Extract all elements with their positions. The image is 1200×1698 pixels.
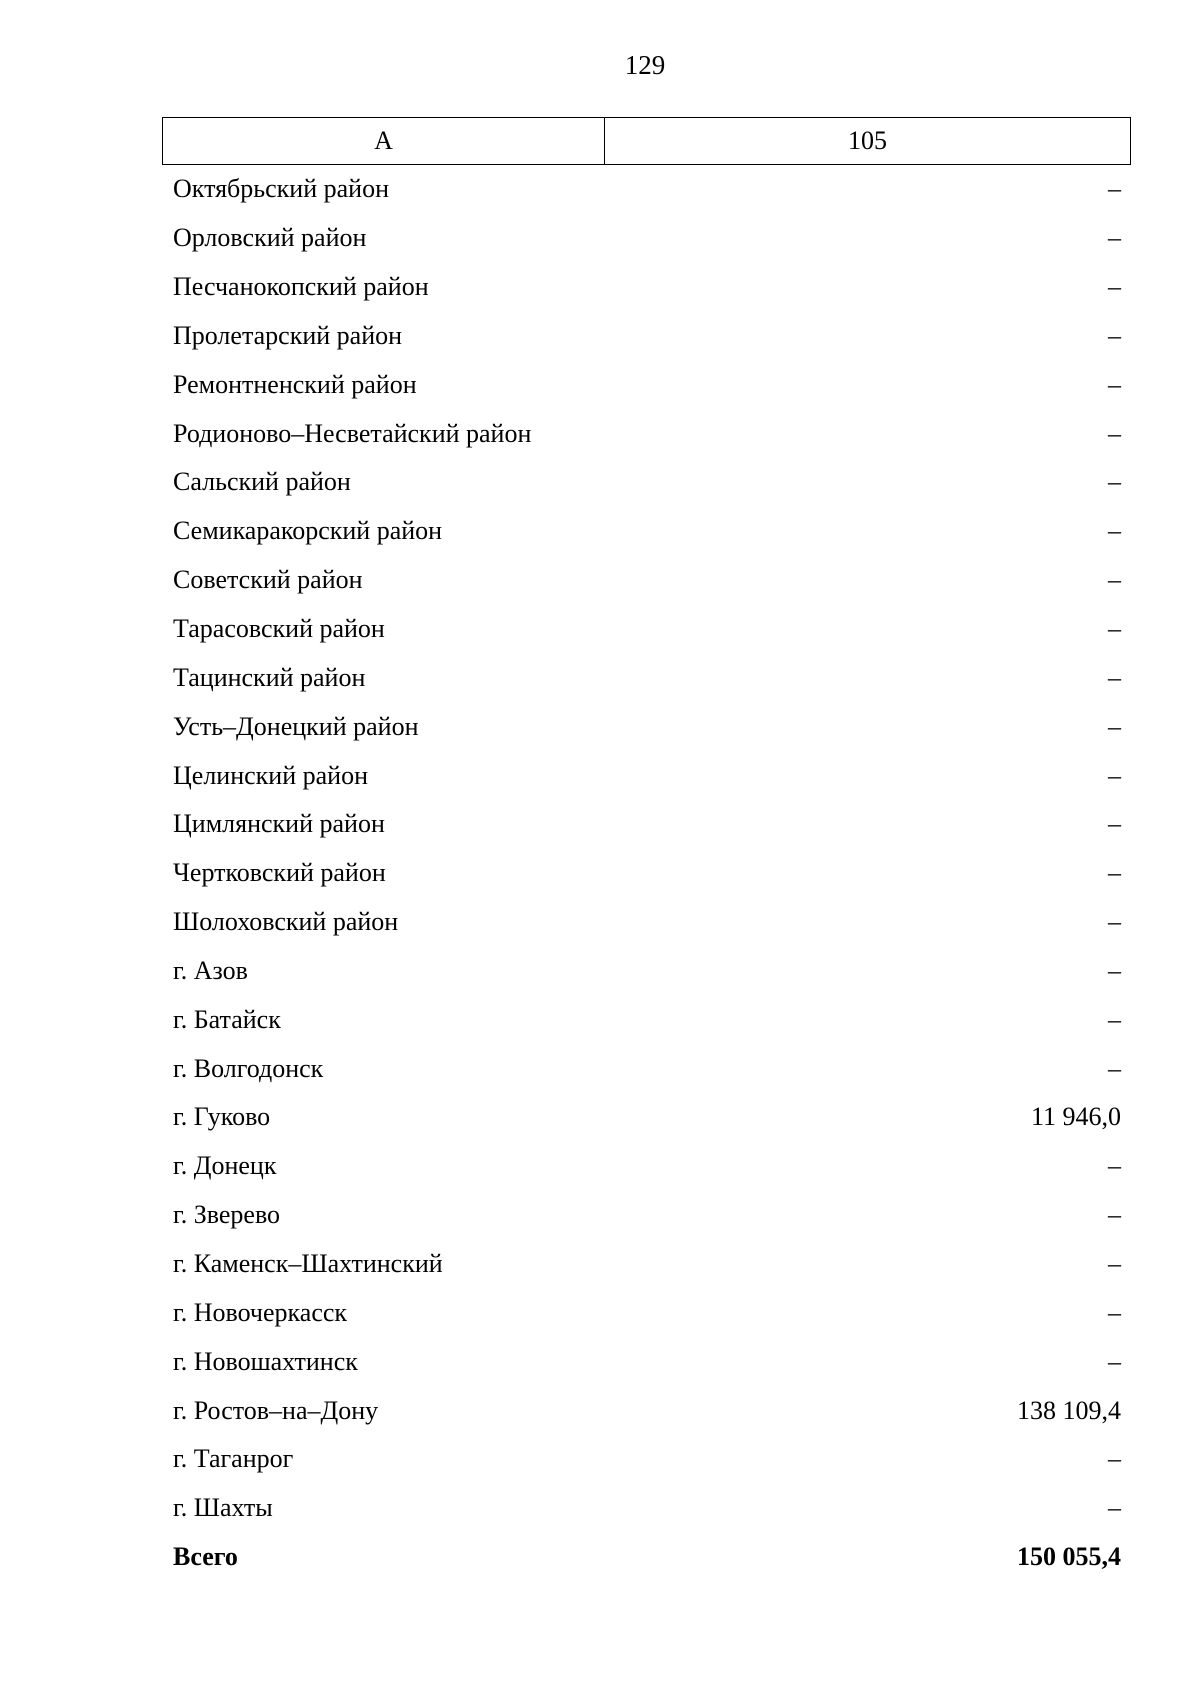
- row-value: –: [1108, 565, 1121, 595]
- table-row: [162, 800, 1131, 849]
- row-value: –: [1108, 1493, 1121, 1523]
- row-name: Орловский район: [173, 223, 367, 253]
- row-name: Тацинский район: [173, 662, 366, 692]
- row-name: Тарасовский район: [173, 614, 385, 644]
- table-row: [162, 556, 1131, 605]
- table-row: [162, 1044, 1131, 1093]
- table-row: [162, 605, 1131, 654]
- table-row: [162, 1337, 1131, 1386]
- row-name: г. Зверево: [173, 1200, 281, 1230]
- row-name: г. Новошахтинск: [173, 1346, 358, 1376]
- row-name: г. Таганрог: [173, 1444, 294, 1474]
- total-label: Всего: [173, 1542, 238, 1572]
- row-value: –: [1108, 809, 1121, 839]
- row-name: Цимлянский район: [173, 809, 385, 839]
- table-row: [162, 1484, 1131, 1533]
- table-row: [162, 1435, 1131, 1484]
- row-name: г. Ростов–на–Дону: [173, 1395, 379, 1425]
- row-value: –: [1108, 711, 1121, 741]
- row-value: –: [1108, 1053, 1121, 1083]
- table-header-col-a: А: [163, 118, 605, 164]
- table-row: [162, 995, 1131, 1044]
- row-value: –: [1108, 955, 1121, 985]
- table-row: [162, 1240, 1131, 1289]
- table-row: [162, 653, 1131, 702]
- table-row: [162, 214, 1131, 263]
- row-name: Ремонтненский район: [173, 369, 417, 399]
- row-value: –: [1108, 1297, 1121, 1327]
- row-value: –: [1108, 907, 1121, 937]
- row-value: 11 946,0: [1030, 1102, 1121, 1132]
- table-row: [162, 458, 1131, 507]
- table-row: [162, 507, 1131, 556]
- row-name: Песчанокопский район: [173, 272, 429, 302]
- row-value: –: [1108, 1200, 1121, 1230]
- row-value: –: [1108, 320, 1121, 350]
- row-value: –: [1108, 1444, 1121, 1474]
- row-value: –: [1108, 467, 1121, 497]
- row-name: Шолоховский район: [173, 907, 399, 937]
- row-value: –: [1108, 418, 1121, 448]
- table-header-col-b: 105: [848, 126, 887, 155]
- row-name: Семикаракорский район: [173, 516, 443, 546]
- row-value: –: [1108, 223, 1121, 253]
- page-number: 129: [624, 50, 666, 80]
- row-name: Родионово–Несветайский район: [173, 418, 532, 448]
- table-row: [162, 898, 1131, 947]
- table-body: [162, 165, 1131, 1581]
- row-name: Усть–Донецкий район: [173, 711, 419, 741]
- row-name: Советский район: [173, 565, 363, 595]
- row-value: –: [1108, 1248, 1121, 1278]
- table-row: [162, 947, 1131, 996]
- table-row: [162, 849, 1131, 898]
- table-row: [162, 1386, 1131, 1435]
- table-header: [162, 117, 1131, 165]
- table-row: [162, 360, 1131, 409]
- row-value: –: [1108, 272, 1121, 302]
- row-name: Чертковский район: [173, 858, 386, 888]
- row-name: г. Азов: [173, 955, 248, 985]
- row-name: г. Новочеркасск: [173, 1297, 348, 1327]
- row-value: –: [1108, 662, 1121, 692]
- row-name: г. Каменск–Шахтинский: [173, 1248, 443, 1278]
- row-name: Октябрьский район: [173, 174, 389, 204]
- row-value: –: [1108, 858, 1121, 888]
- row-name: г. Батайск: [173, 1004, 281, 1034]
- table-row: [162, 1288, 1131, 1337]
- row-name: г. Донецк: [173, 1151, 277, 1181]
- row-value: –: [1108, 1346, 1121, 1376]
- row-value: –: [1108, 1004, 1121, 1034]
- table-row: [162, 702, 1131, 751]
- table-row: [162, 312, 1131, 361]
- row-value: –: [1108, 1151, 1121, 1181]
- row-value: –: [1108, 614, 1121, 644]
- row-value: 138 109,4: [1017, 1395, 1121, 1425]
- table-row: [162, 1142, 1131, 1191]
- row-name: Пролетарский район: [173, 320, 403, 350]
- table-row: [162, 1093, 1131, 1142]
- row-value: –: [1108, 174, 1121, 204]
- total-value: 150 055,4: [1017, 1542, 1121, 1572]
- row-name: г. Шахты: [173, 1493, 273, 1523]
- table-row: [162, 165, 1131, 214]
- table-row: [162, 1191, 1131, 1240]
- table-row: [162, 409, 1131, 458]
- table-row: [162, 751, 1131, 800]
- table-row: [162, 263, 1131, 312]
- row-value: –: [1108, 369, 1121, 399]
- row-value: –: [1108, 516, 1121, 546]
- row-name: Целинский район: [173, 760, 368, 790]
- row-name: г. Волгодонск: [173, 1053, 324, 1083]
- row-name: Сальский район: [173, 467, 351, 497]
- total-row: [162, 1533, 1131, 1582]
- row-name: г. Гуково: [173, 1102, 271, 1132]
- row-value: –: [1108, 760, 1121, 790]
